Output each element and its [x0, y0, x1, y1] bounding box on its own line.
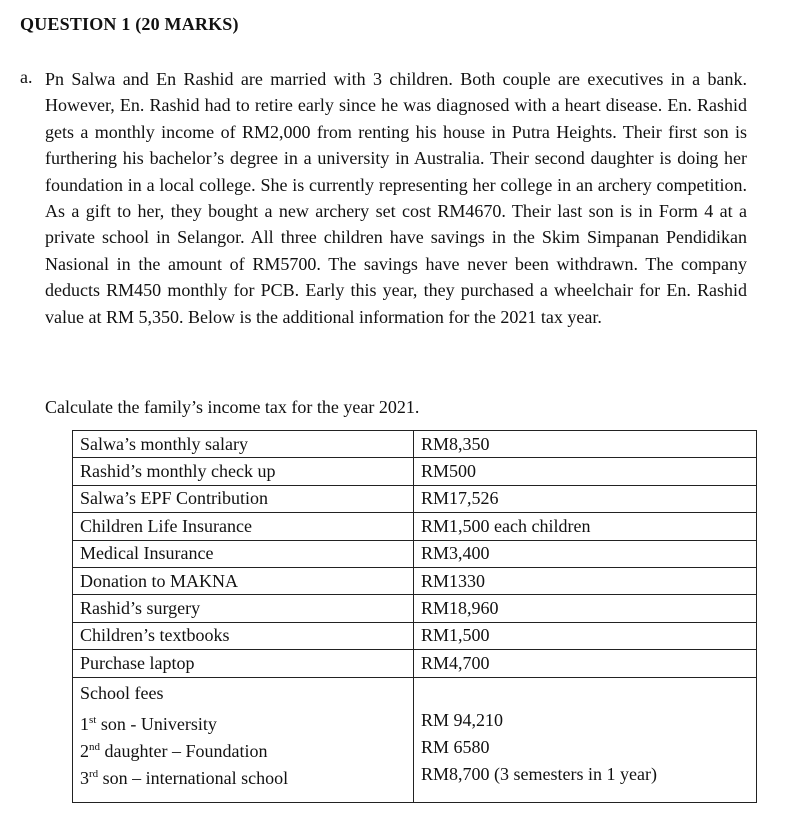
school-fees-label-cell [73, 677, 414, 802]
table-row [73, 622, 757, 649]
table-row [73, 431, 757, 458]
row-label: Purchase laptop [73, 650, 414, 677]
question-instruction: Calculate the family’s income tax for the year 2021. [45, 397, 420, 417]
table-row [73, 595, 757, 622]
school-fee-amount: RM 94,210 [421, 709, 504, 730]
table-row [73, 458, 757, 485]
question-part-letter: a. [20, 67, 33, 87]
row-value: RM1,500 each children [414, 513, 757, 540]
table-row [73, 540, 757, 567]
row-label: Donation to MAKNA [73, 567, 414, 594]
table-row [73, 513, 757, 540]
row-label: Children Life Insurance [73, 513, 414, 540]
school-fee-description: son – international school [98, 767, 289, 788]
school-fee-item [80, 707, 406, 734]
ordinal-suffix: nd [89, 740, 100, 753]
row-label: Rashid’s surgery [73, 595, 414, 622]
school-fees-heading: School fees [80, 682, 164, 703]
child-ordinal-number: 2 [80, 740, 89, 761]
question-paragraph: Pn Salwa and En Rashid are married with 3 children. Both couple are executives in a bank. However, En. Rashid had to retire early since he was diagnosed with a heart disease. En. Rashid gets a monthly income of RM2,000 from renting his house in Putra Heights. Their first son is furthering his bachelor’s degree in a university in Australia. Their second daughter is doing her foundation in a local college. She is currently representing her college in an archery competition. As a gift to her, they bought a new archery set cost RM4670. Their last son is in Form 4 at a private school in Selangor. All three children have savings in the Skim Simpanan Pendidikan Nasional in the amount of RM5700. The savings have never been withdrawn. The company deducts RM450 monthly for PCB. Early this year, they purchased a wheelchair for En. Rashid value at RM 5,350. Below is the additional information for the 2021 tax year. [45, 69, 747, 327]
row-label: Children’s textbooks [73, 622, 414, 649]
child-ordinal-number: 3 [80, 767, 89, 788]
school-fee-description: son - University [96, 713, 217, 734]
school-fee-amount: RM 6580 [421, 736, 490, 757]
ordinal-suffix: st [89, 713, 97, 726]
table-row [73, 650, 757, 677]
row-value: RM500 [414, 458, 757, 485]
row-value: RM18,960 [414, 595, 757, 622]
school-fees-value-spacer [421, 680, 749, 707]
child-ordinal-number: 1 [80, 713, 89, 734]
tax-information-table [72, 430, 757, 803]
school-fees-value-cell [414, 677, 757, 802]
row-label: Medical Insurance [73, 540, 414, 567]
row-value: RM1330 [414, 567, 757, 594]
row-value: RM1,500 [414, 622, 757, 649]
row-label: Rashid’s monthly check up [73, 458, 414, 485]
row-label: Salwa’s EPF Contribution [73, 485, 414, 512]
row-label: Salwa’s monthly salary [73, 431, 414, 458]
row-value: RM3,400 [414, 540, 757, 567]
school-fee-item [80, 734, 406, 761]
ordinal-suffix: rd [89, 767, 99, 780]
school-fee-item [80, 761, 406, 788]
question-heading: QUESTION 1 (20 MARKS) [20, 14, 239, 34]
row-value: RM4,700 [414, 650, 757, 677]
table-row [73, 567, 757, 594]
school-fee-description: daughter – Foundation [100, 740, 268, 761]
row-value: RM17,526 [414, 485, 757, 512]
row-value: RM8,350 [414, 431, 757, 458]
school-fee-amount: RM8,700 (3 semesters in 1 year) [421, 763, 657, 784]
table-row [73, 485, 757, 512]
school-fees-row [73, 677, 757, 802]
